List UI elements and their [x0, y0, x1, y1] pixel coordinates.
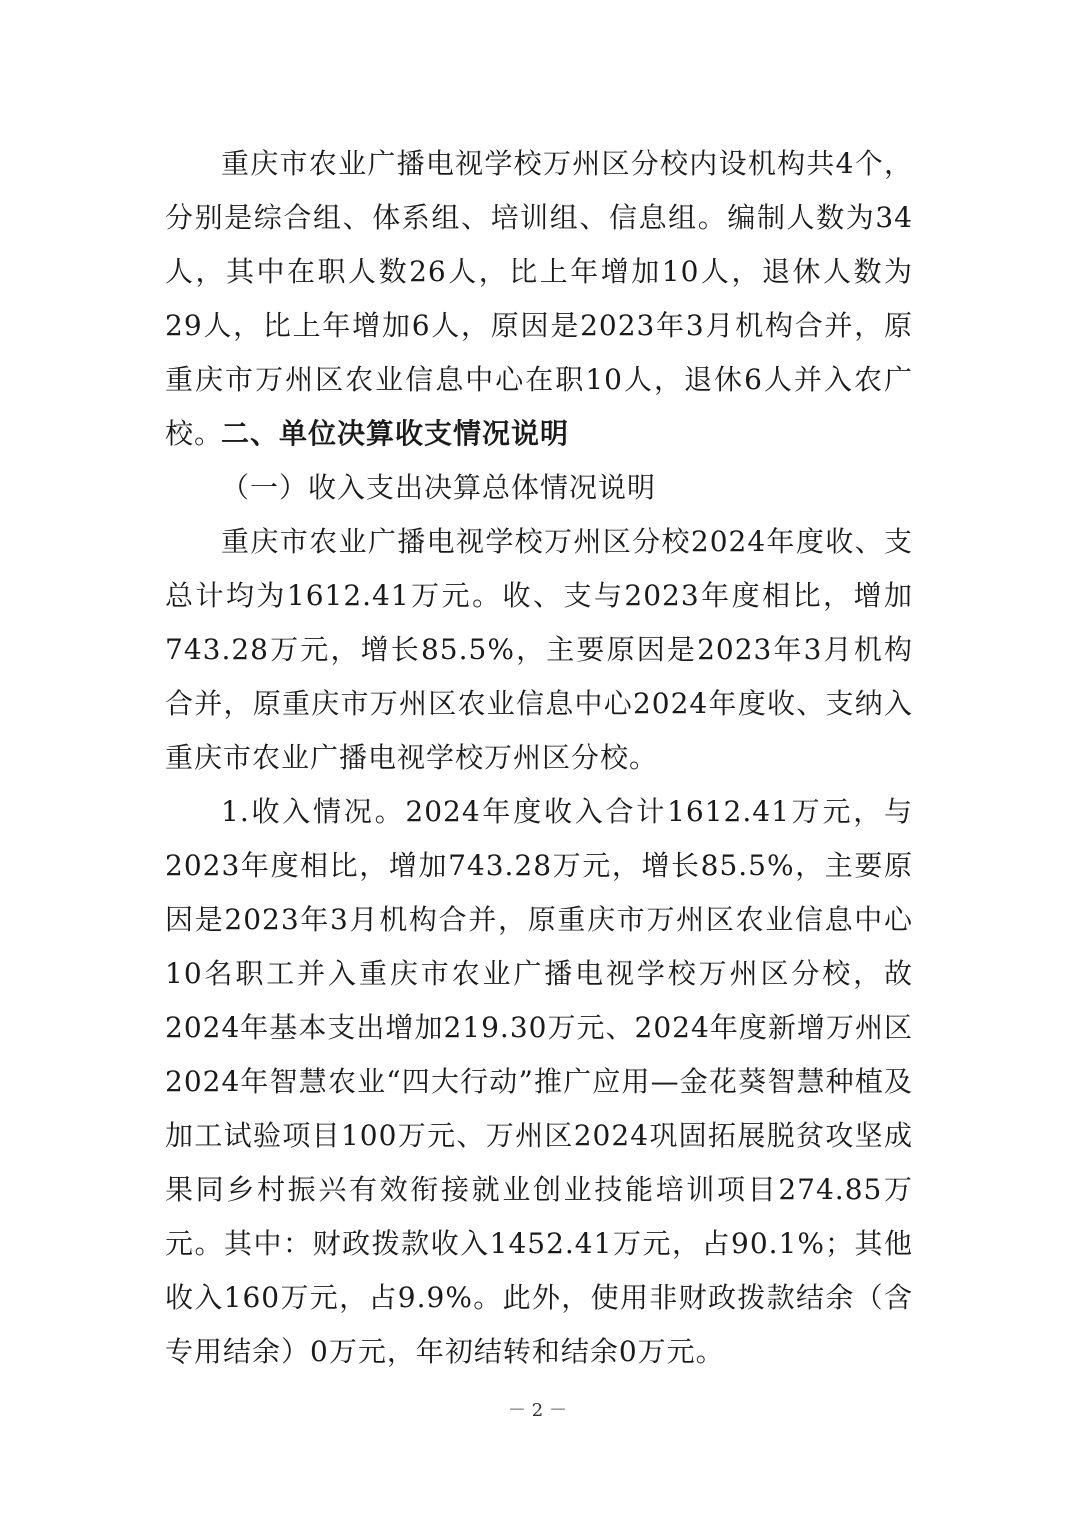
page-number: － 2 －	[508, 1400, 567, 1421]
paragraph-income-details: 1.收入情况。2024年度收入合计1612.41万元，与2023年度相比，增加743.28万元，增长85.5%，主要原因是2023年3月机构合并，原重庆市万州区农业信息中心10名职工并入重庆市农业广播电视学校万州区分校，故2024年基本支出增加219.30万元、2024年度新增万州区2024年智慧农业“四大行动”推广应用—金花葵智慧种植及加工试验项目100万元、万州区2024巩固拓展脱贫攻坚成果同乡村振兴有效衔接就业创业技能培训项目274.85万元。其中：财政拨款收入1452.41万元，占90.1%；其他收入160万元，占9.9%。此外，使用非财政拨款结余（含专用结余）0万元，年初结转和结余0万元。	[165, 795, 913, 1368]
paragraph-overall-totals: 重庆市农业广播电视学校万州区分校2024年度收、支总计均为1612.41万元。收、支与2023年度相比，增加743.28万元，增长85.5%，主要原因是2023年3月机构合并，原重庆市万州区农业信息中心2024年度收、支纳入重庆市农业广播电视学校万州区分校。	[165, 525, 913, 774]
paragraph-institution-overview: 重庆市农业广播电视学校万州区分校内设机构共4个，分别是综合组、体系组、培训组、信息组。编制人数为34人，其中在职人数26人，比上年增加10人，退休人数为29人，比上年增加6人，原因是2023年3月机构合并，原重庆市万州区农业信息中心在职10人，退休6人并入农广校。	[165, 147, 913, 450]
section-heading-budget-explanation: 二、单位决算收支情况说明	[221, 417, 570, 450]
subsection-heading-overall: （一）收入支出决算总体情况说明	[221, 471, 657, 504]
